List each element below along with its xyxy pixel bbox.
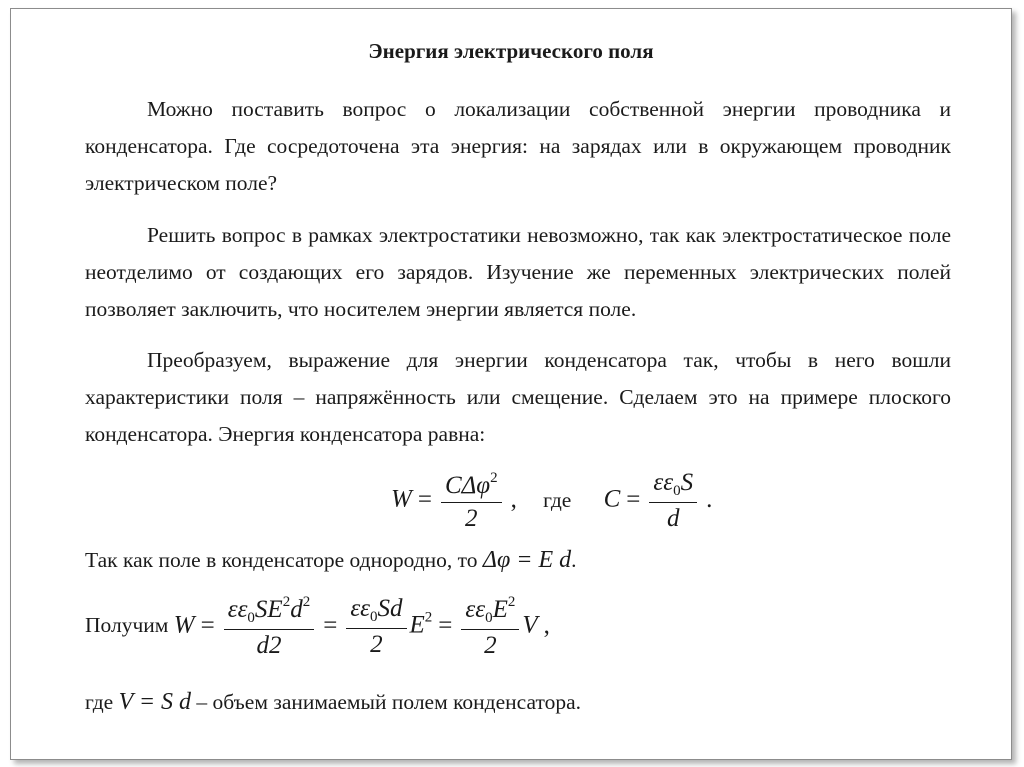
energy-derivation-line: Получим W = $\frac{\varepsilon\varepsilon_0SE^2d^2}{d2}$ = $\frac{\varepsilon\varepsilon_0Sd}{2}$ $E^2$ = $\frac{\varepsilon\varepsilon_0E^2}{2}$ V , (85, 594, 556, 660)
energy-equation: W = $\frac{C\Delta\varphi^2}{2}$ , где C = $\frac{\varepsilon\varepsilon_0S}{d}$ . (391, 469, 713, 532)
paragraph-3: Преобразуем, выражение для энергии конденсатора так, чтобы в него вошли характеристики поля – напряжённость или смещение. Сделаем это на примере плоского конденсатора. Энергия конденсатора равна: (85, 348, 951, 446)
paragraph-2: Решить вопрос в рамках электростатики невозможно, так как электростатическое поле неотделимо от создающих его зарядов. Изучение же переменных электрических полей позволяет заключить, что носителем энергии является поле. (85, 223, 951, 321)
uniform-field-line: Так как поле в конденсаторе однородно, то Δφ = E d. (85, 547, 577, 573)
volume-formula: V = S d (118, 689, 192, 715)
page-title: Энергия электрического поля (368, 39, 654, 63)
capacitance-fraction: $\frac{\varepsilon\varepsilon_0S}{d}$ (649, 469, 697, 533)
derivation-equation: W = $\frac{\varepsilon\varepsilon_0SE^2d^2}{d2}$ = $\frac{\varepsilon\varepsilon_0Sd}{2}$ $E^2$ = $\frac{\varepsilon\varepsilon_0E^2}{2}$ V , (173, 594, 550, 659)
potential-difference-formula: Δφ = E d (482, 547, 572, 573)
energy-fraction: $\frac{C\Delta\varphi^2}{2}$ (441, 470, 502, 533)
slide (10, 8, 1012, 760)
where-word: где (543, 487, 572, 512)
paragraph-1: Можно поставить вопрос о локализации собственной энергии проводника и конденсатора. Где сосредоточена эта энергия: на зарядах или в окружающем проводник электрическом поле? (85, 97, 951, 195)
volume-line: где V = S d – объем занимаемый полем конденсатора. (85, 689, 581, 715)
